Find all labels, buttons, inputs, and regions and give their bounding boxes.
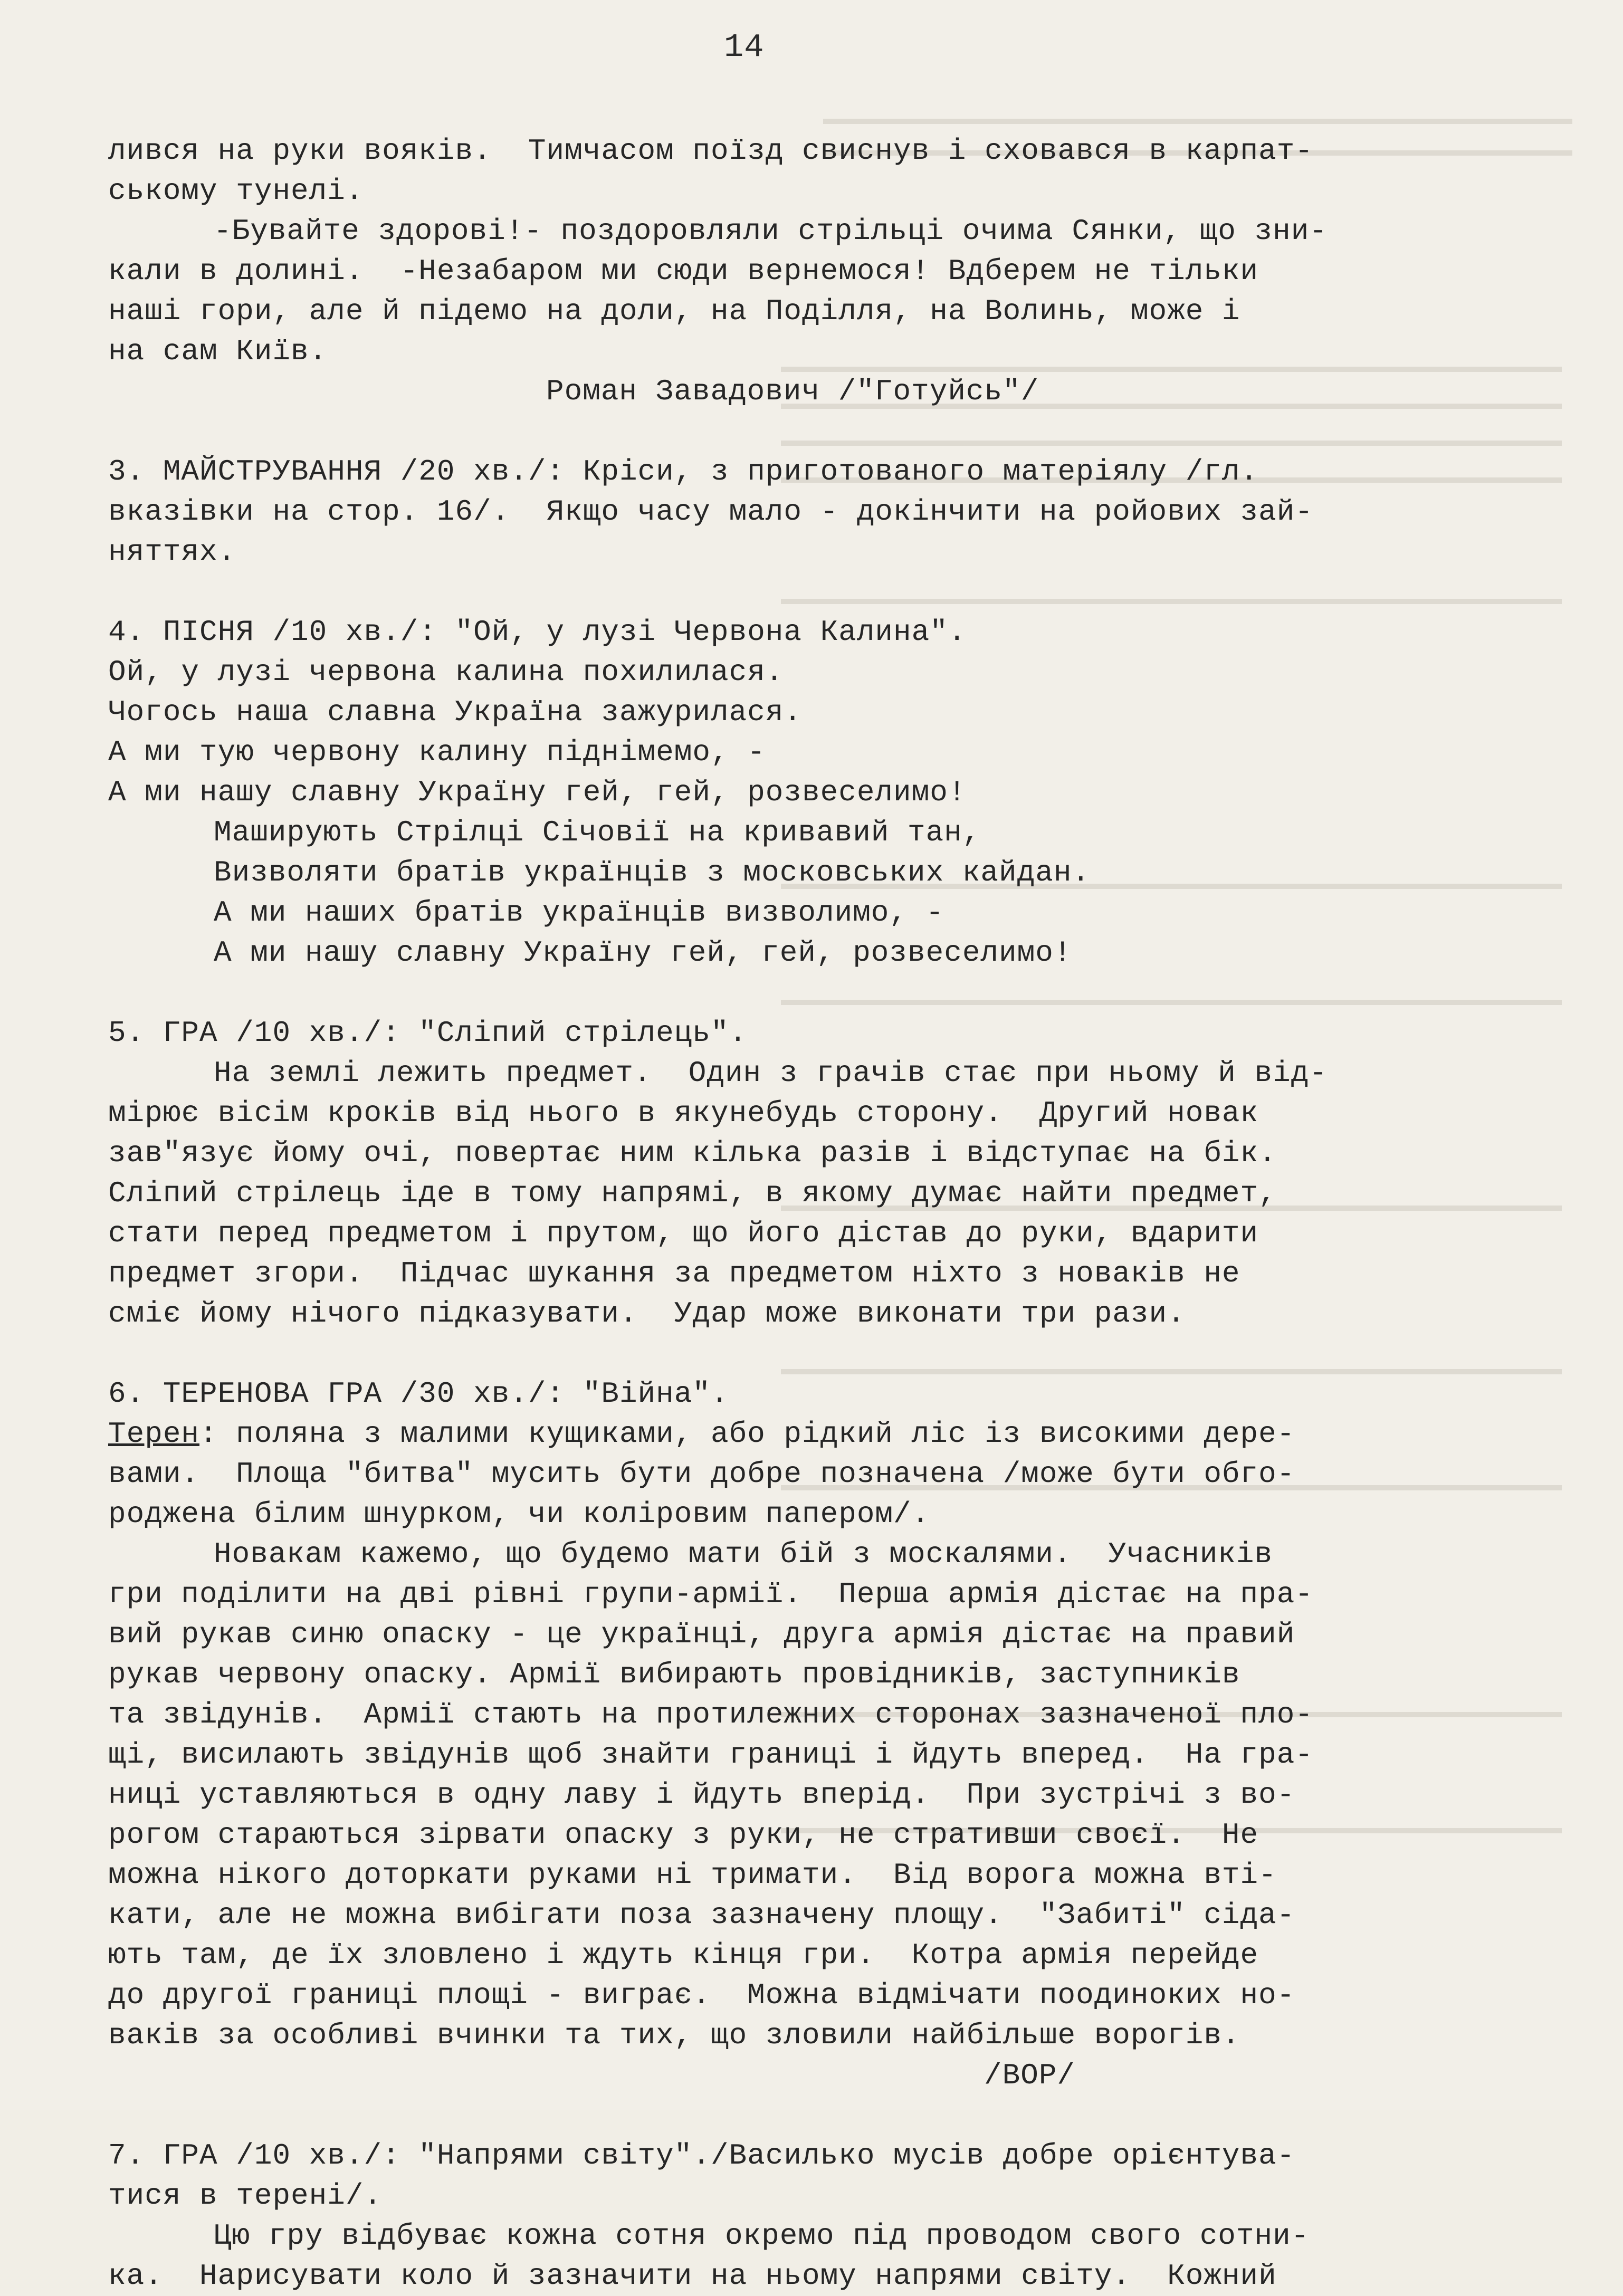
text-line: ниці уставляються в одну лаву і йдуть вперід. При зустрічі з во- <box>108 1778 1295 1812</box>
song-line: Маширують Стрілці Січовії на кривавий тан, <box>214 816 981 849</box>
song-line: А ми нашу славну Україну гей, гей, розвеселимо! <box>108 776 967 809</box>
source-signature: /ВОР/ <box>984 2059 1076 2092</box>
text-line: на сам Київ. <box>108 334 328 368</box>
text-line: ському тунелі. <box>108 174 364 208</box>
terrain-text: : поляна з малими кущиками, або рідкий ліс із високими дере- <box>199 1417 1295 1451</box>
text-line: мірює вісім кроків від нього в якунебудь сторону. Другий новак <box>108 1096 1259 1130</box>
text-line: рогом стараються зірвати опаску з руки, не стративши своєї. Не <box>108 1818 1259 1852</box>
text-line: ють там, де їх зловлено і ждуть кінця гри. Котра армія перейде <box>108 1938 1259 1972</box>
text-line: ка. Нарисувати коло й зазначити на ньому напрями світу. Кожний <box>108 2259 1277 2293</box>
text-line: стати перед предметом і прутом, що його дістав до руки, вдарити <box>108 1217 1259 1250</box>
text-line: наші гори, але й підемо на доли, на Поділля, на Волинь, може і <box>108 294 1240 328</box>
text-line: сміє йому нічого підказувати. Удар може виконати три рази. <box>108 1297 1186 1331</box>
song-line: Ой, у лузі червона калина похилилася. <box>108 655 784 689</box>
text-line: тися в терені/. <box>108 2179 383 2213</box>
text-line: рукав червону опаску. Армії вибирають провідників, заступників <box>108 1658 1240 1691</box>
text-line: роджена білим шнурком, чи коліровим папером/. <box>108 1497 930 1531</box>
text-line: лився на руки вояків. Тимчасом поїзд свиснув і сховався в карпат- <box>108 134 1313 168</box>
song-line: А ми наших братів українців визволимо, - <box>214 896 944 930</box>
song-line: А ми нашу славну Україну гей, гей, розвеселимо! <box>214 936 1072 970</box>
text-line: зав"язує йому очі, повертає ним кілька разів і відступає на бік. <box>108 1136 1277 1170</box>
section-heading: 3. МАЙСТРУВАННЯ /20 хв./: Кріси, з приготованого матеріялу /гл. <box>108 455 1259 489</box>
terrain-label: Терен <box>108 1417 200 1451</box>
text-line: няттях. <box>108 535 236 569</box>
page-number: 14 <box>724 28 765 66</box>
text-line: вами. Площа "битва" мусить бути добре позначена /може бути обго- <box>108 1457 1295 1491</box>
text-line: можна нікого доторкати руками ні тримати. Від ворога можна вті- <box>108 1858 1277 1892</box>
text-line: кали в долині. -Незабаром ми сюди вернемося! Вдберем не тільки <box>108 254 1259 288</box>
text-line: ваків за особливі вчинки та тих, що зловили найбільше ворогів. <box>108 2018 1240 2052</box>
signature-line: Роман Завадович /"Готуйсь"/ <box>546 375 1039 408</box>
section-heading: 4. ПІСНЯ /10 хв./: "Ой, у лузі Червона Калина". <box>108 615 967 649</box>
text-line: та звідунів. Армії стають на протилежних сторонах зазначеної пло- <box>108 1698 1313 1731</box>
song-line: Визволяти братів українців з московських кайдан. <box>214 856 1091 889</box>
text-line: Сліпий стрілець іде в тому напрямі, в якому думає найти предмет, <box>108 1176 1277 1210</box>
text-line: вказівки на стор. 16/. Якщо часу мало - докінчити на ройових зай- <box>108 495 1313 529</box>
song-line: А ми тую червону калину піднімемо, - <box>108 735 766 769</box>
song-line: Чогось наша славна Україна зажурилася. <box>108 695 803 729</box>
section-heading: 6. ТЕРЕНОВА ГРА /30 хв./: "Війна". <box>108 1377 729 1411</box>
text-line: -Бувайте здорові!- поздоровляли стрільці очима Сянки, що зни- <box>214 214 1328 248</box>
document-body <box>108 131 1533 2296</box>
text-line: щі, висилають звідунів щоб знайти границі і йдуть вперед. На гра- <box>108 1738 1313 1772</box>
text-line: до другої границі площі - виграє. Можна відмічати поодиноких но- <box>108 1978 1295 2012</box>
text-line: предмет згори. Підчас шукання за предметом ніхто з новаків не <box>108 1257 1240 1290</box>
section-heading: 5. ГРА /10 хв./: "Сліпий стрілець". <box>108 1016 748 1050</box>
text-line: Новакам кажемо, що будемо мати бій з москалями. Учасників <box>214 1537 1273 1571</box>
text-line: вий рукав синю опаску - це українці, друга армія дістає на правий <box>108 1618 1295 1651</box>
text-line: На землі лежить предмет. Один з грачів стає при ньому й від- <box>214 1056 1328 1090</box>
text-line <box>108 1414 1533 1454</box>
text-line: Цю гру відбуває кожна сотня окремо під проводом свого сотни- <box>214 2219 1310 2253</box>
text-line: кати, але не можна вибігати поза зазначену площу. "Забиті" сіда- <box>108 1898 1295 1932</box>
text-line: гри поділити на дві рівні групи-армії. Перша армія дістає на пра- <box>108 1577 1313 1611</box>
section-heading: 7. ГРА /10 хв./: "Напрями світу"./Василько мусів добре орієнтува- <box>108 2139 1295 2173</box>
